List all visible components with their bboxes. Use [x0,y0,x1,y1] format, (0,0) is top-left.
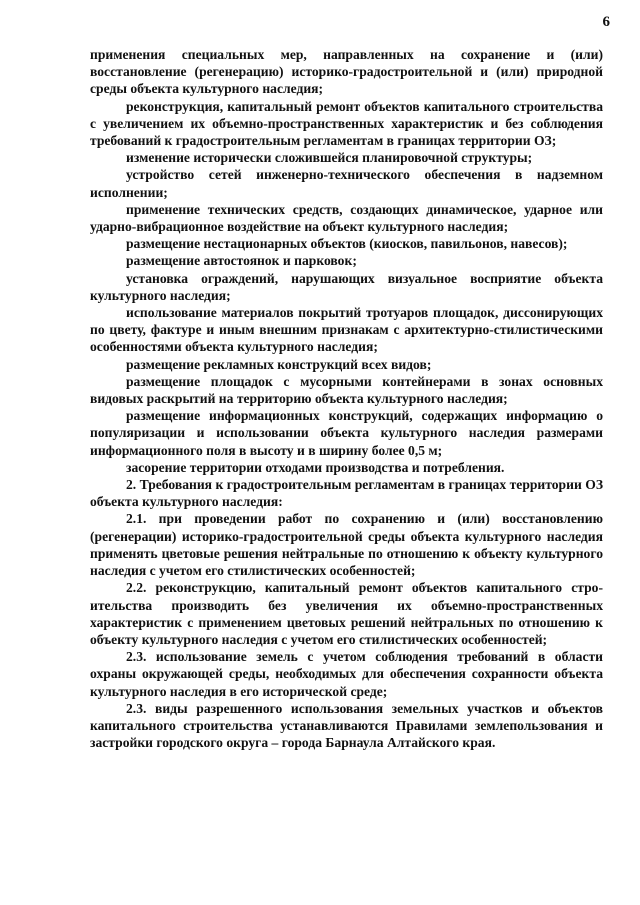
paragraph: размещение информационных конструкций, содержащих информацию о популяризации и использовании объекта культурного наследия размерами информационного поля в высоту и в ширину более 0,5 м; [90,408,603,458]
paragraph: применение технических средств, создающих динамическое, ударное или ударно-вибрационное воздействие на объект культурного наследия; [90,201,603,235]
paragraph: 2.3. виды разрешенного использования земельных участков и объектов капитального строительства устанавливаются Правилами землепользования и застройки городского округа – города Барнаула Алтайского края. [90,700,603,751]
paragraph: реконструкция, капитальный ремонт объектов капитального строительства с увеличением их объемно-пространственных характеристик и без соблюдения требований к градостроительным регламентам в границах территории ОЗ; [90,98,603,149]
document-body [90,46,603,751]
paragraph: размещение рекламных конструкций всех видов; [126,356,432,372]
paragraph: размещение нестационарных объектов (киосков, павильонов, навесов); [126,236,568,252]
paragraph: размещение автостоянок и парковок; [126,253,357,269]
paragraph: установка ограждений, нарушающих визуальное восприятие объекта культурного наследия; [90,270,603,303]
paragraph: 2.3. использование земель с учетом соблюдения требований в области охраны окружающей среды, необходимых для обеспечения сохранности объекта культурного наследия в его исторической среде; [90,649,603,699]
paragraph: изменение исторически сложившейся планировочной структуры; [126,150,533,166]
section-heading: 2. Требования к градостроительным регламентам в границах территории ОЗ объекта культурного наследия: [90,477,603,510]
paragraph-continuation: применения специальных мер, направленных на сохранение и (или) восстановление (регенерацию) историко-градостроительной и (или) природной среды объекта культурного наследия; [90,47,603,97]
paragraph: использование материалов покрытий тротуаров площадок, диссонирующих по цвету, фактуре и иным внешним признакам с архитектурно-стилистическими особенностями объекта культурного наследия; [90,305,603,355]
paragraph: 2.2. реконструкцию, капитальный ремонт объектов капитального строительства производить без увеличения их объемно-пространственных характеристик с применением цветовых решений нейтральных по отношению к объекту культурного наследия с учетом его стилистических особенностей; [90,580,603,647]
paragraph: устройство сетей инженерно-технического обеспечения в надземном исполнении; [90,167,603,200]
paragraph: 2.1. при проведении работ по сохранению и (или) восстановлению (регенерации) историко-градостроительной среды объекта культурного наследия применять цветовые решения нейтральные по отношению к объекту культурного наследия с учетом его стилистических особенностей; [90,511,603,579]
page-number: 6 [602,14,610,30]
paragraph: размещение площадок с мусорными контейнерами в зонах основных видовых раскрытий на территорию объекта культурного наследия; [90,373,603,407]
paragraph: засорение территории отходами производства и потребления. [126,459,505,475]
